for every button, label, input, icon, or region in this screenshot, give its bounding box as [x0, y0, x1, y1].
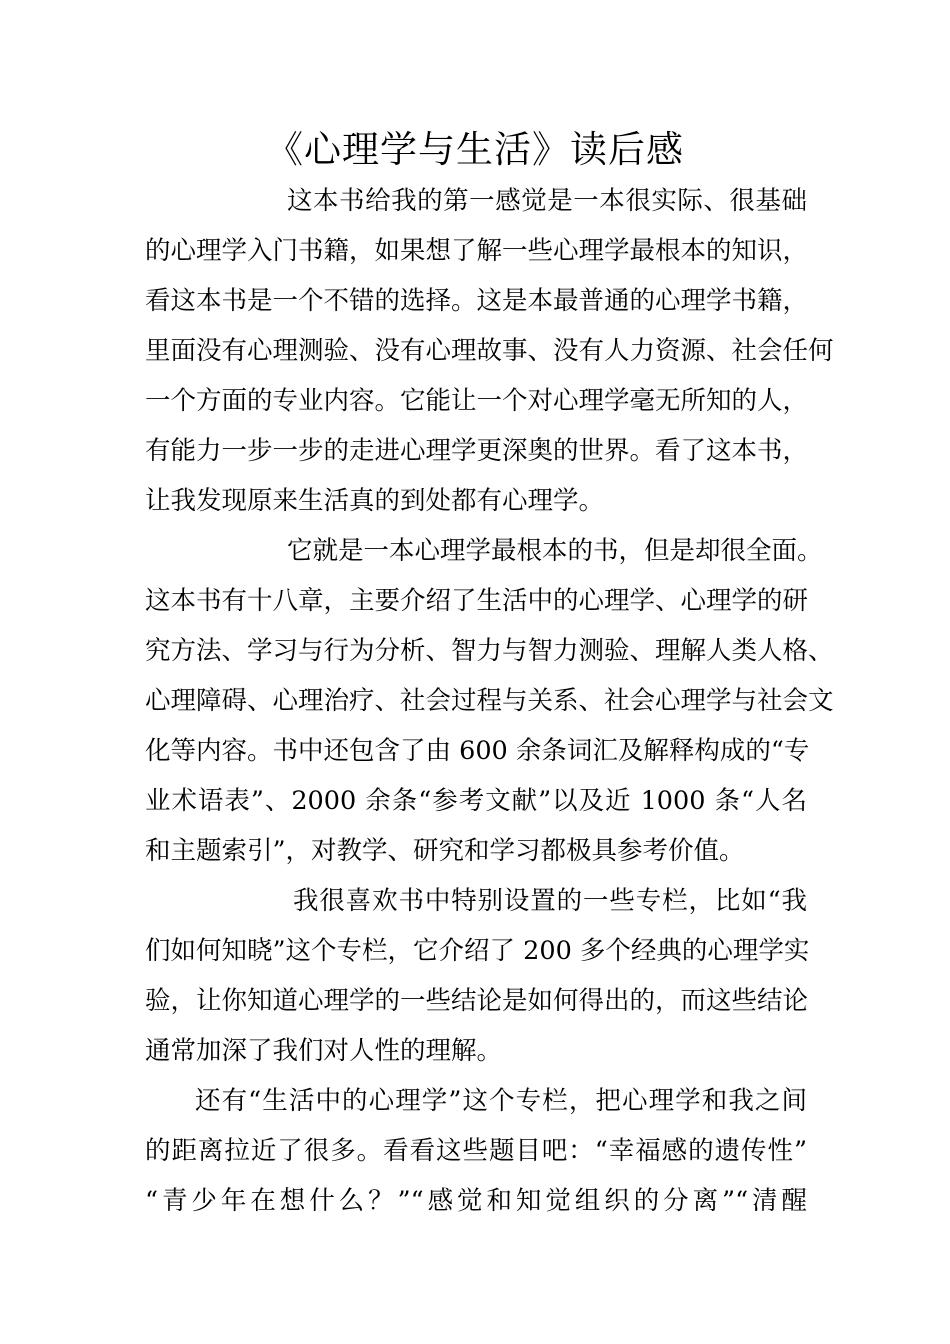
text-line: 里面没有心理测验、没有心理故事、没有人力资源、社会任何	[145, 336, 834, 366]
text-line: 一个方面的专业内容。它能让一个对心理学毫无所知的人，	[145, 386, 809, 416]
text-line: 有能力一步一步的走进心理学更深奥的世界。看了这本书，	[145, 436, 809, 466]
text-line: 业术语表”、2000 余条“参考文献”以及近 1000 条“人名	[145, 786, 807, 816]
text-line: 和主题索引”，对教学、研究和学习都极具参考价值。	[145, 836, 745, 866]
text-line: 们如何知晓”这个专栏，它介绍了 200 多个经典的心理学实	[145, 936, 810, 966]
text-line: 心理障碍、心理治疗、社会过程与关系、社会心理学与社会文	[145, 686, 834, 716]
text-line: 究方法、学习与行为分析、智力与智力测验、理解人类人格、	[145, 636, 834, 666]
text-line: 化等内容。书中还包含了由 600 余条词汇及解释构成的“专	[145, 736, 810, 766]
text-line: 通常加深了我们对人性的理解。	[145, 1036, 503, 1066]
text-line: 这本书给我的第一感觉是一本很实际、很基础	[287, 186, 807, 216]
text-line: 它就是一本心理学最根本的书，但是却很全面。	[287, 536, 823, 566]
text-line: 让我发现原来生活真的到处都有心理学。	[145, 486, 605, 516]
text-line: 看这本书是一个不错的选择。这是本最普通的心理学书籍，	[145, 286, 809, 316]
text-line: 这本书有十八章，主要介绍了生活中的心理学、心理学的研	[145, 586, 809, 616]
text-line: 我很喜欢书中特别设置的一些专栏，比如“我	[293, 886, 807, 916]
document-title: 《心理学与生活》读后感	[266, 128, 684, 171]
text-line: 的距离拉近了很多。看看这些题目吧：“幸福感的遗传性”	[145, 1136, 807, 1166]
text-line: “青少年在想什么？”“感觉和知觉组织的分离”“清醒	[145, 1186, 807, 1216]
text-line: 验，让你知道心理学的一些结论是如何得出的，而这些结论	[145, 986, 809, 1016]
text-line: 还有“生活中的心理学”这个专栏，把心理学和我之间	[195, 1086, 807, 1116]
text-line: 的心理学入门书籍，如果想了解一些心理学最根本的知识，	[145, 236, 809, 266]
